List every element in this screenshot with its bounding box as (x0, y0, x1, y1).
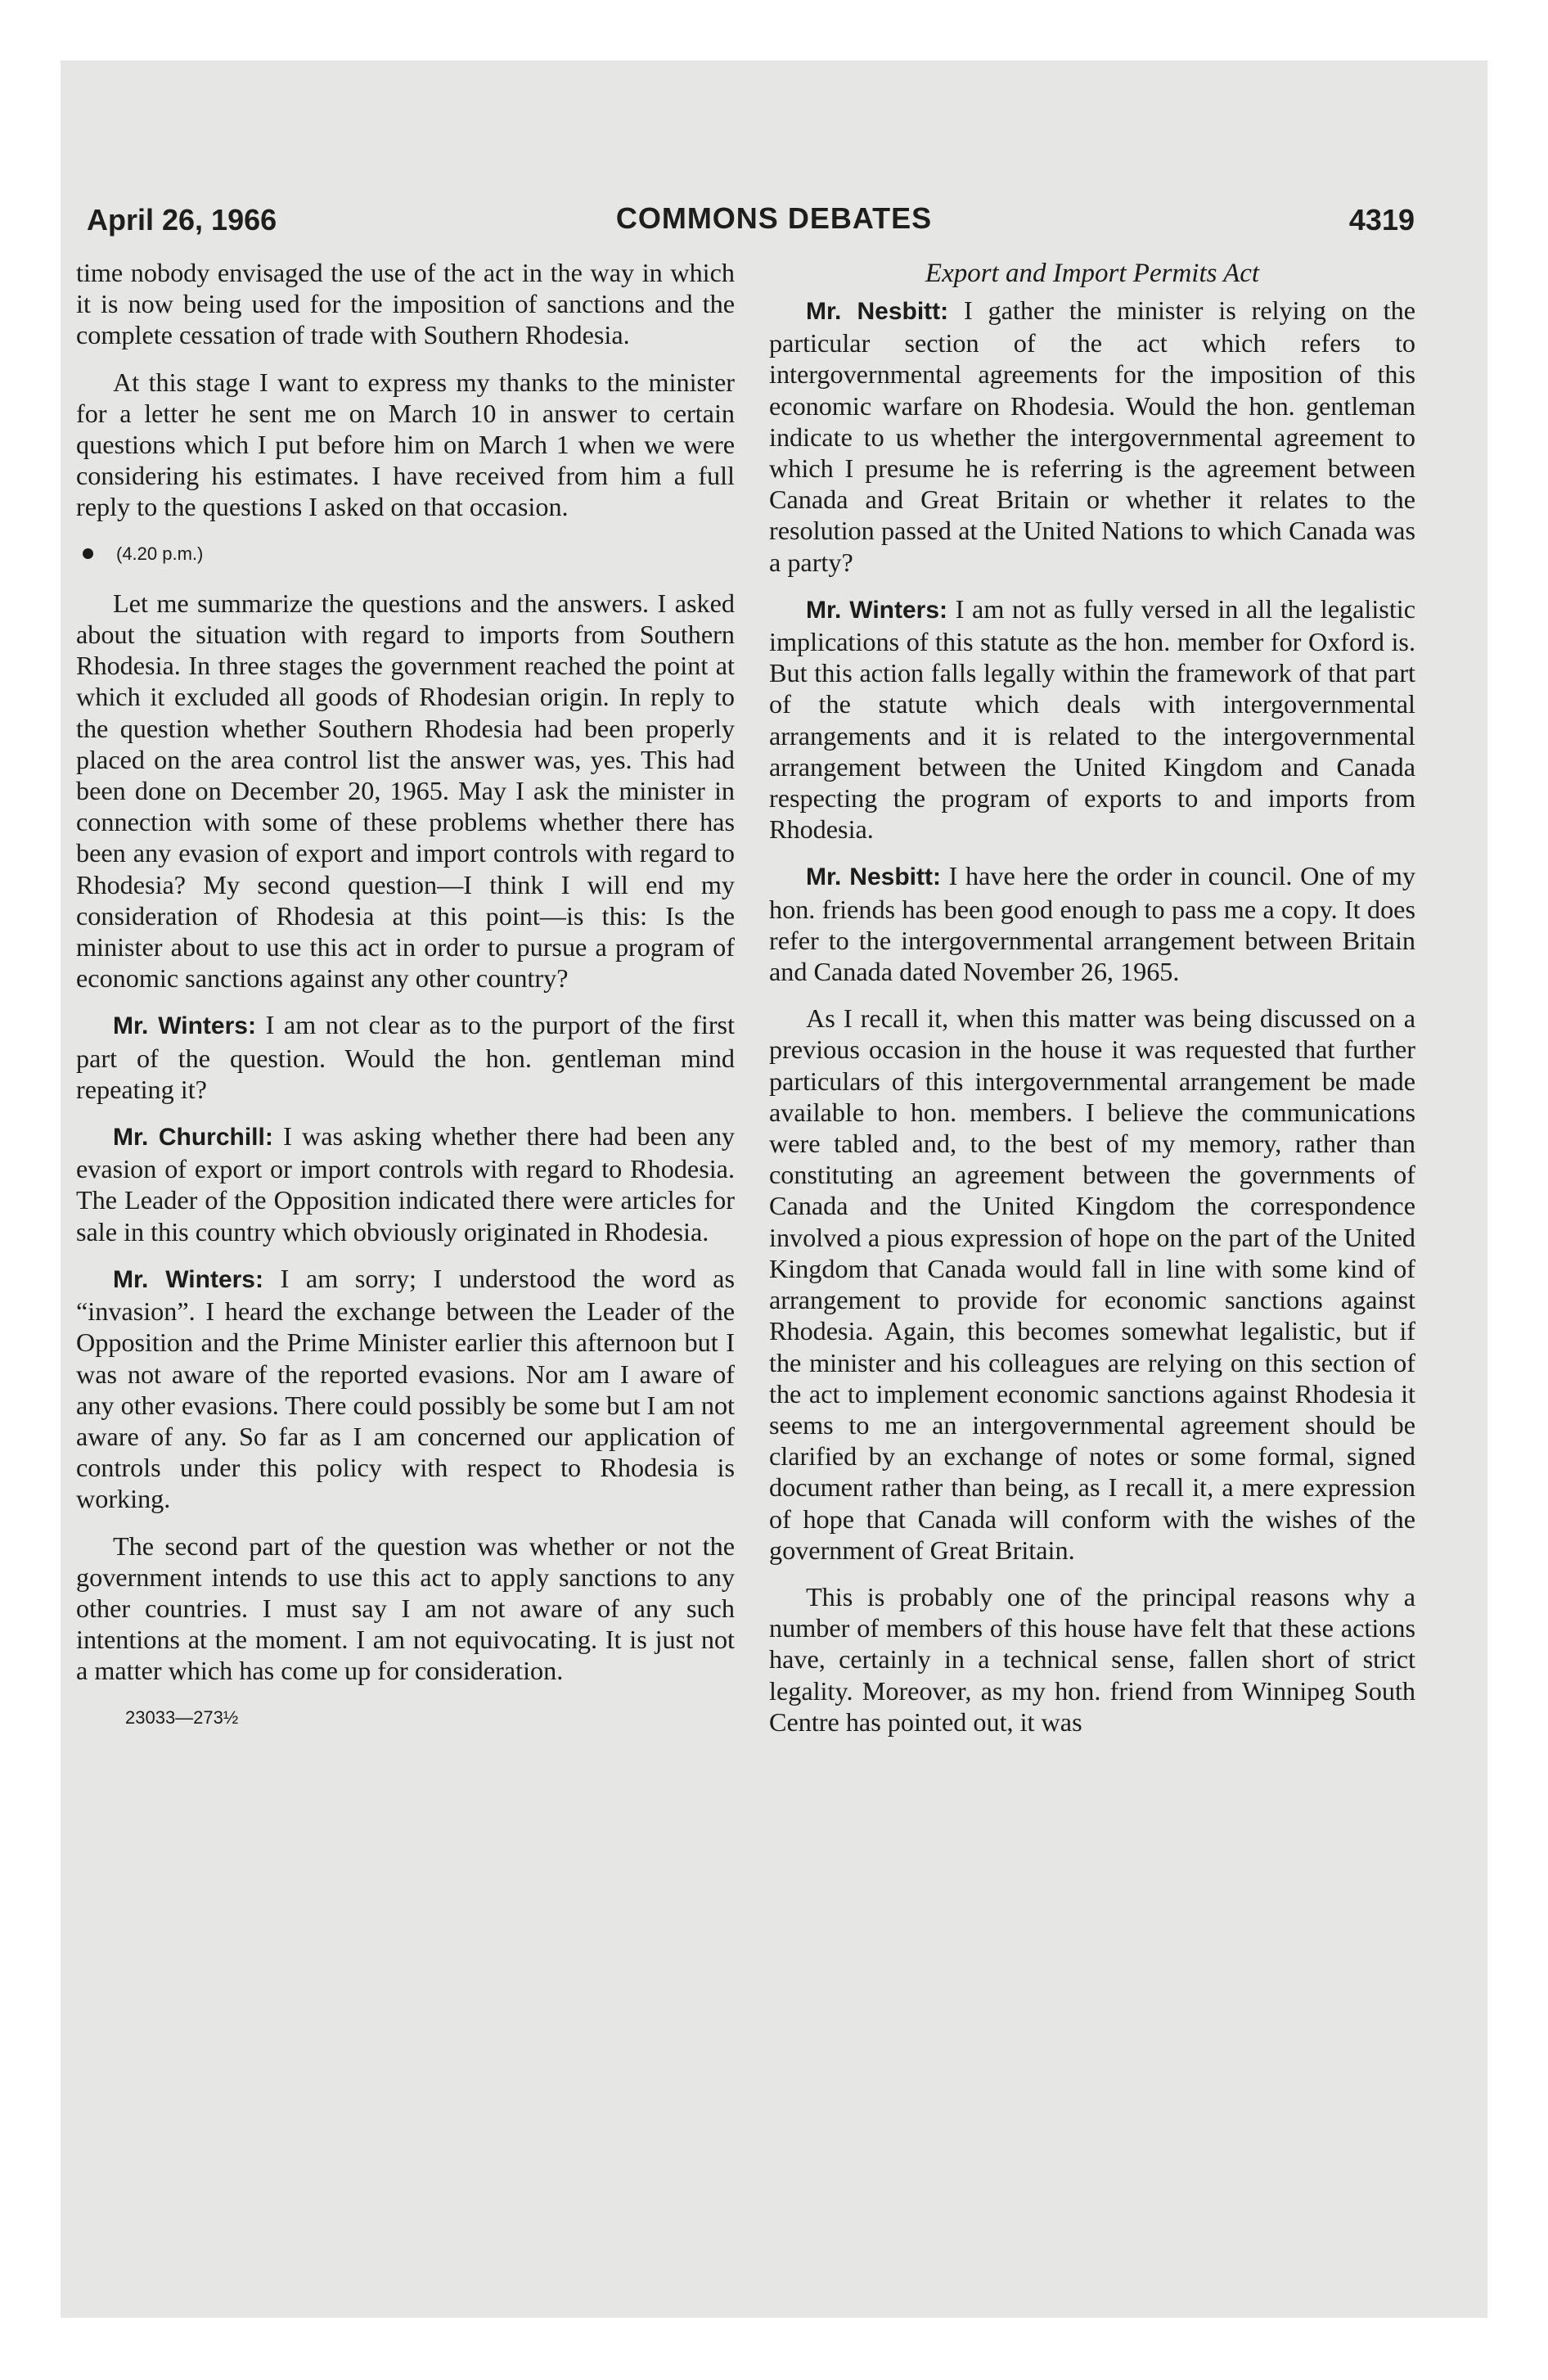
paragraph: Let me summarize the questions and the answers. I asked about the situation with regard to imports from Southern Rhodesia. In three stages the government reached the point at which it excluded all goods of Rhodesian origin. In reply to the question whether Southern Rhodesia had been properly placed on the area control list the answer was, yes. This had been done on December 20, 1965. May I ask the minister in connection with some of these problems whether there has been any evasion of export and import controls with regard to Rhodesia? My second question—I think I will end my consideration of Rhodesia at this point—is this: Is the minister about to use this act in order to pursue a program of economic sanctions against any other country? (76, 588, 735, 994)
speaker-name: Mr. Winters: (113, 1265, 263, 1293)
paragraph: This is probably one of the principal reasons why a number of members of this house have felt that these actions have, certainly in a technical sense, fallen short of strict legality. Moreover, as my hon. friend from Winnipeg South Centre has pointed out, it was (769, 1581, 1415, 1737)
right-column (769, 257, 1415, 1753)
speech-text: I am not as fully versed in all the legalistic implications of this statute as the hon. member for Oxford is. But this action falls legally within the framework of that part of the statute which deals with intergovernmental arrangements and it is related to the intergovernmental arrangement between the United Kingdom and Canada respecting the program of exports to and imports from Rhodesia. (769, 593, 1415, 845)
header-date: April 26, 1966 (87, 203, 277, 237)
paragraph: The second part of the question was whether or not the government intends to use this act to apply sanctions to any other countries. I must say I am not aware of any such intentions at the moment. I am not equivocating. It is just not a matter which has come up for consideration. (76, 1530, 735, 1686)
time-marker (76, 539, 735, 570)
speaker-name: Mr. Churchill: (113, 1124, 273, 1152)
speech (769, 295, 1415, 578)
paragraph: time nobody envisaged the use of the act in the way in which it is now being used for the imposition of sanctions and the complete cessation of trade with Southern Rhodesia. (76, 258, 735, 350)
speaker-name: Mr. Nesbitt: (806, 298, 949, 325)
header-page-number: 4319 (1348, 203, 1415, 237)
bullet-icon (83, 548, 93, 559)
header-publication: COMMONS DEBATES (615, 201, 933, 235)
speech-text: I am sorry; I understood the word as “invasion”. I heard the exchange between the Leader of the Opposition and the Prime Minister earlier this afternoon but I was not aware of the reported evasions. Nor am I aware of any other evasions. There could possibly be some but I am not aware of any. So far as I am concerned our application of controls under this policy with respect to Rhodesia is working. (76, 1263, 735, 1514)
speech (769, 860, 1415, 987)
time-marker-text: (4.20 p.m.) (116, 543, 204, 564)
speaker-name: Mr. Winters: (806, 596, 948, 624)
speaker-name: Mr. Nesbitt: (806, 863, 941, 891)
speech (769, 593, 1415, 845)
speech-text: I have here the order in council. One of my hon. friends has been good enough to pass me a copy. It does refer to the intergovernmental arrangement between Britain and Canada dated November 26, 1965. (769, 861, 1415, 987)
speech (76, 1263, 735, 1515)
paragraph: As I recall it, when this matter was being discussed on a previous occasion in the house it was requested that further particulars of this intergovernmental arrangement be made available to hon. members. I believe the communications were tabled and, to the best of my memory, rather than constituting an agreement between the governments of Canada and the United Kingdom the correspondence involved a pious expression of hope on the part of the United Kingdom that Canada would fall in line with some kind of arrangement to provide for economic sanctions against Rhodesia. Again, this becomes somewhat legalistic, but if the minister and his colleagues are relying on this section of the act to implement economic sanctions against Rhodesia it seems to me an intergovernmental agreement should be clarified by an exchange of notes or some formal, signed document rather than being, as I recall it, a mere expression of hope that Canada will conform with the wishes of the government of Great Britain. (769, 1003, 1415, 1565)
speech (76, 1009, 735, 1105)
left-column (76, 257, 735, 1733)
paragraph: At this stage I want to express my thanks to the minister for a letter he sent me on March 10 in answer to certain questions which I put before him on March 1 when we were considering his estimates. I have received from him a full reply to the questions I asked on that occasion. (76, 367, 735, 522)
speaker-name: Mr. Winters: (113, 1012, 256, 1040)
speech-text: I gather the minister is relying on the particular section of the act which refers to intergovernmental agreements for the imposition of this economic warfare on Rhodesia. Would the hon. gentleman indicate to us whether the intergovernmental agreement to which I presume he is referring is the agreement between Canada and Great Britain or whether it relates to the resolution passed at the United Nations to which Canada was a party? (769, 295, 1415, 577)
speech-text: I am not clear as to the purport of the first part of the question. Would the hon. gentleman mind repeating it? (76, 1010, 736, 1104)
speech-text: I was asking whether there had been any evasion of export or import controls with regard to Rhodesia. The Leader of the Opposition indicated there were articles for sale in this country which obviously originated in Rhodesia. (76, 1121, 736, 1246)
footer-code: 23033—273½ (125, 1706, 239, 1728)
speech (76, 1120, 735, 1247)
section-title: Export and Import Permits Act (925, 259, 1260, 288)
